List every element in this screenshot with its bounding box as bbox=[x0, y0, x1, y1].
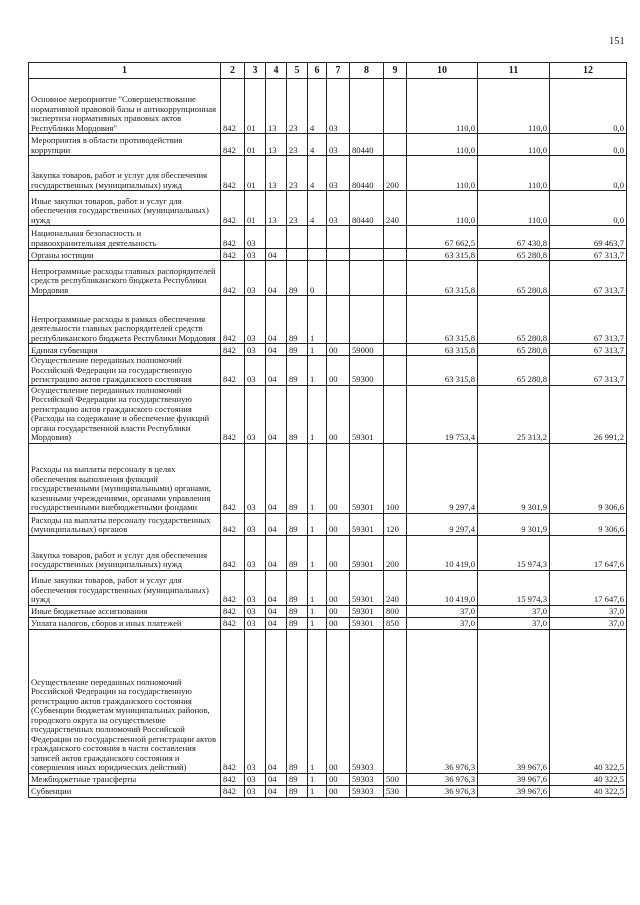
table-row bbox=[29, 605, 627, 617]
csr-event-code-cell: 00 bbox=[327, 385, 350, 443]
csr-program-code-cell: 89 bbox=[287, 570, 308, 605]
pr-code-cell: 13 bbox=[266, 191, 287, 226]
item-name-cell: Органы юстиции bbox=[29, 249, 221, 261]
vr-code-cell: 200 bbox=[384, 535, 407, 570]
amount-year-1-cell: 37,0 bbox=[407, 605, 478, 617]
gr-code-cell: 842 bbox=[221, 226, 245, 249]
amount-year-1-cell: 9 297,4 bbox=[407, 513, 478, 535]
gr-code-cell: 842 bbox=[221, 191, 245, 226]
csr-subprogram-code-cell: 4 bbox=[308, 156, 327, 191]
vr-code-cell: 200 bbox=[384, 156, 407, 191]
amount-year-2-cell: 110,0 bbox=[478, 134, 550, 156]
pr-code-cell: 04 bbox=[266, 773, 287, 785]
csr-subprogram-code-cell: 1 bbox=[308, 617, 327, 629]
csr-event-code-cell: 00 bbox=[327, 356, 350, 386]
gr-code-cell: 842 bbox=[221, 535, 245, 570]
column-header-7: 7 bbox=[327, 63, 350, 79]
amount-year-2-cell: 25 313,2 bbox=[478, 385, 550, 443]
column-header-9: 9 bbox=[384, 63, 407, 79]
table-row bbox=[29, 629, 627, 773]
pr-code-cell: 04 bbox=[266, 344, 287, 356]
csr-subprogram-code-cell: 1 bbox=[308, 443, 327, 513]
item-name-cell: Единая субвенция bbox=[29, 344, 221, 356]
csr-direction-code-cell: 59000 bbox=[350, 344, 384, 356]
rz-code-cell: 01 bbox=[245, 79, 266, 134]
vr-code-cell bbox=[384, 79, 407, 134]
vr-code-cell: 850 bbox=[384, 617, 407, 629]
amount-year-1-cell: 37,0 bbox=[407, 617, 478, 629]
gr-code-cell: 842 bbox=[221, 249, 245, 261]
amount-year-1-cell: 63 315,8 bbox=[407, 249, 478, 261]
amount-year-1-cell: 63 315,8 bbox=[407, 344, 478, 356]
csr-subprogram-code-cell: 1 bbox=[308, 385, 327, 443]
csr-direction-code-cell bbox=[350, 296, 384, 344]
item-name-cell: Иные закупки товаров, работ и услуг для обеспечения государственных (муниципальных) нужд bbox=[29, 191, 221, 226]
amount-year-3-cell: 0,0 bbox=[550, 191, 627, 226]
amount-year-3-cell: 0,0 bbox=[550, 156, 627, 191]
amount-year-2-cell: 39 967,6 bbox=[478, 629, 550, 773]
csr-subprogram-code-cell bbox=[308, 226, 327, 249]
gr-code-cell: 842 bbox=[221, 570, 245, 605]
csr-event-code-cell bbox=[327, 249, 350, 261]
table-row bbox=[29, 79, 627, 134]
gr-code-cell: 842 bbox=[221, 617, 245, 629]
csr-program-code-cell: 89 bbox=[287, 629, 308, 773]
gr-code-cell: 842 bbox=[221, 385, 245, 443]
rz-code-cell: 03 bbox=[245, 513, 266, 535]
table-row bbox=[29, 443, 627, 513]
pr-code-cell: 04 bbox=[266, 385, 287, 443]
amount-year-2-cell: 37,0 bbox=[478, 605, 550, 617]
rz-code-cell: 01 bbox=[245, 156, 266, 191]
table-row bbox=[29, 249, 627, 261]
csr-subprogram-code-cell: 1 bbox=[308, 629, 327, 773]
pr-code-cell: 04 bbox=[266, 605, 287, 617]
table-row bbox=[29, 785, 627, 797]
rz-code-cell: 03 bbox=[245, 773, 266, 785]
rz-code-cell: 03 bbox=[245, 617, 266, 629]
column-header-6: 6 bbox=[308, 63, 327, 79]
csr-subprogram-code-cell: 4 bbox=[308, 79, 327, 134]
table-row bbox=[29, 261, 627, 296]
csr-event-code-cell: 00 bbox=[327, 785, 350, 797]
amount-year-1-cell: 63 315,8 bbox=[407, 261, 478, 296]
amount-year-2-cell: 15 974,3 bbox=[478, 535, 550, 570]
column-header-1: 1 bbox=[29, 63, 221, 79]
amount-year-3-cell: 67 313,7 bbox=[550, 344, 627, 356]
csr-subprogram-code-cell: 1 bbox=[308, 296, 327, 344]
amount-year-3-cell: 0,0 bbox=[550, 79, 627, 134]
amount-year-2-cell: 9 301,9 bbox=[478, 513, 550, 535]
amount-year-2-cell: 110,0 bbox=[478, 79, 550, 134]
vr-code-cell bbox=[384, 344, 407, 356]
gr-code-cell: 842 bbox=[221, 134, 245, 156]
amount-year-3-cell: 9 306,6 bbox=[550, 513, 627, 535]
rz-code-cell: 03 bbox=[245, 535, 266, 570]
table-row bbox=[29, 191, 627, 226]
csr-subprogram-code-cell: 1 bbox=[308, 570, 327, 605]
item-name-cell: Субвенции bbox=[29, 785, 221, 797]
csr-subprogram-code-cell: 1 bbox=[308, 785, 327, 797]
column-header-4: 4 bbox=[266, 63, 287, 79]
column-header-3: 3 bbox=[245, 63, 266, 79]
amount-year-3-cell: 40 322,5 bbox=[550, 773, 627, 785]
amount-year-3-cell: 40 322,5 bbox=[550, 785, 627, 797]
gr-code-cell: 842 bbox=[221, 296, 245, 344]
pr-code-cell: 04 bbox=[266, 513, 287, 535]
vr-code-cell: 120 bbox=[384, 513, 407, 535]
csr-program-code-cell bbox=[287, 226, 308, 249]
item-name-cell: Иные закупки товаров, работ и услуг для обеспечения государственных (муниципальных) нужд bbox=[29, 570, 221, 605]
table-row bbox=[29, 344, 627, 356]
vr-code-cell bbox=[384, 134, 407, 156]
amount-year-3-cell: 37,0 bbox=[550, 617, 627, 629]
vr-code-cell bbox=[384, 261, 407, 296]
item-name-cell: Межбюджетные трансферты bbox=[29, 773, 221, 785]
csr-program-code-cell: 23 bbox=[287, 191, 308, 226]
amount-year-1-cell: 10 419,0 bbox=[407, 570, 478, 605]
csr-event-code-cell: 00 bbox=[327, 344, 350, 356]
csr-event-code-cell: 03 bbox=[327, 191, 350, 226]
amount-year-2-cell: 37,0 bbox=[478, 617, 550, 629]
amount-year-2-cell: 65 280,8 bbox=[478, 249, 550, 261]
rz-code-cell: 03 bbox=[245, 443, 266, 513]
csr-direction-code-cell: 59301 bbox=[350, 385, 384, 443]
csr-program-code-cell: 89 bbox=[287, 535, 308, 570]
vr-code-cell bbox=[384, 629, 407, 773]
pr-code-cell: 04 bbox=[266, 629, 287, 773]
csr-event-code-cell: 00 bbox=[327, 629, 350, 773]
gr-code-cell: 842 bbox=[221, 79, 245, 134]
amount-year-1-cell: 36 976,3 bbox=[407, 785, 478, 797]
amount-year-3-cell: 69 463,7 bbox=[550, 226, 627, 249]
amount-year-2-cell: 9 301,9 bbox=[478, 443, 550, 513]
amount-year-3-cell: 17 647,6 bbox=[550, 570, 627, 605]
amount-year-1-cell: 63 315,8 bbox=[407, 296, 478, 344]
csr-subprogram-code-cell: 4 bbox=[308, 134, 327, 156]
column-header-10: 10 bbox=[407, 63, 478, 79]
csr-subprogram-code-cell: 1 bbox=[308, 344, 327, 356]
vr-code-cell: 100 bbox=[384, 443, 407, 513]
vr-code-cell bbox=[384, 356, 407, 386]
csr-subprogram-code-cell: 1 bbox=[308, 356, 327, 386]
vr-code-cell bbox=[384, 385, 407, 443]
budget-table bbox=[28, 62, 627, 798]
table-row bbox=[29, 513, 627, 535]
csr-direction-code-cell: 59301 bbox=[350, 513, 384, 535]
gr-code-cell: 842 bbox=[221, 344, 245, 356]
csr-direction-code-cell bbox=[350, 249, 384, 261]
csr-program-code-cell: 23 bbox=[287, 156, 308, 191]
amount-year-3-cell: 67 313,7 bbox=[550, 261, 627, 296]
csr-program-code-cell: 89 bbox=[287, 443, 308, 513]
amount-year-1-cell: 36 976,3 bbox=[407, 629, 478, 773]
amount-year-1-cell: 10 419,0 bbox=[407, 535, 478, 570]
amount-year-3-cell: 67 313,7 bbox=[550, 356, 627, 386]
item-name-cell: Мероприятия в области противодействия коррупции bbox=[29, 134, 221, 156]
csr-subprogram-code-cell: 4 bbox=[308, 191, 327, 226]
rz-code-cell: 01 bbox=[245, 191, 266, 226]
amount-year-2-cell: 67 430,8 bbox=[478, 226, 550, 249]
csr-event-code-cell: 00 bbox=[327, 513, 350, 535]
pr-code-cell: 04 bbox=[266, 356, 287, 386]
item-name-cell: Закупка товаров, работ и услуг для обеспечения государственных (муниципальных) нужд bbox=[29, 535, 221, 570]
csr-event-code-cell: 00 bbox=[327, 617, 350, 629]
csr-program-code-cell: 89 bbox=[287, 513, 308, 535]
item-name-cell: Закупка товаров, работ и услуг для обеспечения государственных (муниципальных) нужд bbox=[29, 156, 221, 191]
pr-code-cell: 04 bbox=[266, 617, 287, 629]
csr-direction-code-cell: 80440 bbox=[350, 134, 384, 156]
table-row bbox=[29, 156, 627, 191]
csr-program-code-cell: 89 bbox=[287, 296, 308, 344]
vr-code-cell: 500 bbox=[384, 773, 407, 785]
item-name-cell: Расходы на выплаты персоналу в целях обеспечения выполнения функций государственными (муниципальными) органами, казенными учреждениями, органами управления государственными внебюджетными фондами bbox=[29, 443, 221, 513]
amount-year-2-cell: 65 280,8 bbox=[478, 356, 550, 386]
csr-direction-code-cell bbox=[350, 79, 384, 134]
csr-program-code-cell: 89 bbox=[287, 785, 308, 797]
pr-code-cell: 04 bbox=[266, 785, 287, 797]
csr-event-code-cell: 03 bbox=[327, 134, 350, 156]
column-header-5: 5 bbox=[287, 63, 308, 79]
gr-code-cell: 842 bbox=[221, 785, 245, 797]
amount-year-3-cell: 37,0 bbox=[550, 605, 627, 617]
amount-year-1-cell: 110,0 bbox=[407, 134, 478, 156]
column-header-11: 11 bbox=[478, 63, 550, 79]
rz-code-cell: 03 bbox=[245, 385, 266, 443]
gr-code-cell: 842 bbox=[221, 156, 245, 191]
header-row bbox=[29, 63, 627, 79]
table-row bbox=[29, 296, 627, 344]
pr-code-cell: 04 bbox=[266, 443, 287, 513]
rz-code-cell: 03 bbox=[245, 296, 266, 344]
rz-code-cell: 03 bbox=[245, 226, 266, 249]
pr-code-cell: 04 bbox=[266, 535, 287, 570]
csr-event-code-cell: 00 bbox=[327, 570, 350, 605]
column-header-12: 12 bbox=[550, 63, 627, 79]
amount-year-1-cell: 36 976,3 bbox=[407, 773, 478, 785]
table-row bbox=[29, 226, 627, 249]
amount-year-3-cell: 67 313,7 bbox=[550, 296, 627, 344]
csr-direction-code-cell: 59303 bbox=[350, 629, 384, 773]
column-header-2: 2 bbox=[221, 63, 245, 79]
csr-program-code-cell: 89 bbox=[287, 617, 308, 629]
amount-year-2-cell: 65 280,8 bbox=[478, 296, 550, 344]
amount-year-1-cell: 9 297,4 bbox=[407, 443, 478, 513]
csr-subprogram-code-cell: 1 bbox=[308, 605, 327, 617]
item-name-cell: Непрограммные расходы в рамках обеспечения деятельности главных распорядителей средств республиканского бюджета Республики Мордовия bbox=[29, 296, 221, 344]
gr-code-cell: 842 bbox=[221, 443, 245, 513]
csr-direction-code-cell bbox=[350, 226, 384, 249]
pr-code-cell bbox=[266, 226, 287, 249]
csr-program-code-cell: 89 bbox=[287, 356, 308, 386]
table-row bbox=[29, 356, 627, 386]
vr-code-cell: 800 bbox=[384, 605, 407, 617]
csr-subprogram-code-cell: 1 bbox=[308, 773, 327, 785]
csr-subprogram-code-cell: 1 bbox=[308, 535, 327, 570]
rz-code-cell: 03 bbox=[245, 629, 266, 773]
gr-code-cell: 842 bbox=[221, 629, 245, 773]
pr-code-cell: 13 bbox=[266, 134, 287, 156]
csr-direction-code-cell: 80440 bbox=[350, 191, 384, 226]
csr-event-code-cell: 03 bbox=[327, 79, 350, 134]
csr-subprogram-code-cell: 0 bbox=[308, 261, 327, 296]
rz-code-cell: 03 bbox=[245, 570, 266, 605]
item-name-cell: Иные бюджетные ассигнования bbox=[29, 605, 221, 617]
item-name-cell: Осуществление переданных полномочий Российской Федерации на государственную регистрацию актов гражданского состояния (Расходы на содержание и обеспечение функций органа государственной власти Республики Мордовия) bbox=[29, 385, 221, 443]
table-row bbox=[29, 617, 627, 629]
gr-code-cell: 842 bbox=[221, 513, 245, 535]
amount-year-3-cell: 0,0 bbox=[550, 134, 627, 156]
csr-event-code-cell: 00 bbox=[327, 443, 350, 513]
pr-code-cell: 04 bbox=[266, 249, 287, 261]
page-number: 151 bbox=[609, 36, 625, 47]
rz-code-cell: 03 bbox=[245, 344, 266, 356]
csr-direction-code-cell: 59301 bbox=[350, 617, 384, 629]
csr-direction-code-cell: 59300 bbox=[350, 356, 384, 386]
amount-year-1-cell: 110,0 bbox=[407, 156, 478, 191]
vr-code-cell bbox=[384, 296, 407, 344]
amount-year-2-cell: 15 974,3 bbox=[478, 570, 550, 605]
csr-event-code-cell: 00 bbox=[327, 773, 350, 785]
vr-code-cell bbox=[384, 249, 407, 261]
csr-program-code-cell: 23 bbox=[287, 134, 308, 156]
amount-year-3-cell: 17 647,6 bbox=[550, 535, 627, 570]
table-row bbox=[29, 134, 627, 156]
csr-event-code-cell: 03 bbox=[327, 156, 350, 191]
table-row bbox=[29, 570, 627, 605]
amount-year-2-cell: 65 280,8 bbox=[478, 261, 550, 296]
csr-event-code-cell bbox=[327, 261, 350, 296]
csr-event-code-cell bbox=[327, 296, 350, 344]
gr-code-cell: 842 bbox=[221, 356, 245, 386]
csr-direction-code-cell: 59301 bbox=[350, 443, 384, 513]
rz-code-cell: 01 bbox=[245, 134, 266, 156]
amount-year-3-cell: 9 306,6 bbox=[550, 443, 627, 513]
amount-year-1-cell: 110,0 bbox=[407, 79, 478, 134]
amount-year-2-cell: 39 967,6 bbox=[478, 773, 550, 785]
pr-code-cell: 13 bbox=[266, 79, 287, 134]
csr-subprogram-code-cell bbox=[308, 249, 327, 261]
csr-direction-code-cell: 59303 bbox=[350, 773, 384, 785]
amount-year-1-cell: 63 315,8 bbox=[407, 356, 478, 386]
amount-year-2-cell: 110,0 bbox=[478, 191, 550, 226]
csr-program-code-cell: 89 bbox=[287, 261, 308, 296]
gr-code-cell: 842 bbox=[221, 605, 245, 617]
rz-code-cell: 03 bbox=[245, 785, 266, 797]
csr-program-code-cell: 89 bbox=[287, 385, 308, 443]
pr-code-cell: 13 bbox=[266, 156, 287, 191]
csr-subprogram-code-cell: 1 bbox=[308, 513, 327, 535]
item-name-cell: Непрограммные расходы главных распорядителей средств республиканского бюджета Республики Мордовия bbox=[29, 261, 221, 296]
pr-code-cell: 04 bbox=[266, 261, 287, 296]
csr-program-code-cell: 89 bbox=[287, 344, 308, 356]
rz-code-cell: 03 bbox=[245, 249, 266, 261]
csr-direction-code-cell: 80440 bbox=[350, 156, 384, 191]
rz-code-cell: 03 bbox=[245, 356, 266, 386]
table-body bbox=[29, 79, 627, 798]
csr-event-code-cell: 00 bbox=[327, 605, 350, 617]
pr-code-cell: 04 bbox=[266, 296, 287, 344]
amount-year-2-cell: 110,0 bbox=[478, 156, 550, 191]
csr-direction-code-cell: 59301 bbox=[350, 605, 384, 617]
rz-code-cell: 03 bbox=[245, 605, 266, 617]
gr-code-cell: 842 bbox=[221, 261, 245, 296]
csr-program-code-cell: 89 bbox=[287, 605, 308, 617]
amount-year-3-cell: 67 313,7 bbox=[550, 249, 627, 261]
item-name-cell: Расходы на выплаты персоналу государственных (муниципальных) органов bbox=[29, 513, 221, 535]
vr-code-cell: 240 bbox=[384, 191, 407, 226]
column-header-8: 8 bbox=[350, 63, 384, 79]
csr-event-code-cell: 00 bbox=[327, 535, 350, 570]
pr-code-cell: 04 bbox=[266, 570, 287, 605]
csr-direction-code-cell: 59301 bbox=[350, 570, 384, 605]
table-row bbox=[29, 385, 627, 443]
item-name-cell: Основное мероприятие "Совершенствование нормативной правовой базы и антикоррупционная экспертиза нормативных правовых актов Республики Мордовия" bbox=[29, 79, 221, 134]
csr-direction-code-cell: 59301 bbox=[350, 535, 384, 570]
vr-code-cell bbox=[384, 226, 407, 249]
item-name-cell: Уплата налогов, сборов и иных платежей bbox=[29, 617, 221, 629]
csr-program-code-cell: 23 bbox=[287, 79, 308, 134]
gr-code-cell: 842 bbox=[221, 773, 245, 785]
vr-code-cell: 240 bbox=[384, 570, 407, 605]
amount-year-1-cell: 19 753,4 bbox=[407, 385, 478, 443]
amount-year-2-cell: 39 967,6 bbox=[478, 785, 550, 797]
table-row bbox=[29, 535, 627, 570]
csr-direction-code-cell: 59303 bbox=[350, 785, 384, 797]
item-name-cell: Осуществление переданных полномочий Российской Федерации на государственную регистрацию актов гражданского состояния bbox=[29, 356, 221, 386]
amount-year-3-cell: 40 322,5 bbox=[550, 629, 627, 773]
amount-year-1-cell: 110,0 bbox=[407, 191, 478, 226]
csr-direction-code-cell bbox=[350, 261, 384, 296]
table-row bbox=[29, 773, 627, 785]
csr-program-code-cell: 89 bbox=[287, 773, 308, 785]
amount-year-3-cell: 26 991,2 bbox=[550, 385, 627, 443]
amount-year-2-cell: 65 280,8 bbox=[478, 344, 550, 356]
vr-code-cell: 530 bbox=[384, 785, 407, 797]
csr-event-code-cell bbox=[327, 226, 350, 249]
item-name-cell: Осуществление переданных полномочий Российской Федерации на государственную регистрацию актов гражданского состояния (Субвенции бюджетам муниципальных районов, городского округа на осуществление государственных полномочий Российской Федерации по государственной регистрации актов гражданского состояния в части составления записей актов гражданского состояния и совершения иных юридических действий) bbox=[29, 629, 221, 773]
csr-program-code-cell bbox=[287, 249, 308, 261]
rz-code-cell: 03 bbox=[245, 261, 266, 296]
item-name-cell: Национальная безопасность и правоохранительная деятельность bbox=[29, 226, 221, 249]
amount-year-1-cell: 67 662,5 bbox=[407, 226, 478, 249]
